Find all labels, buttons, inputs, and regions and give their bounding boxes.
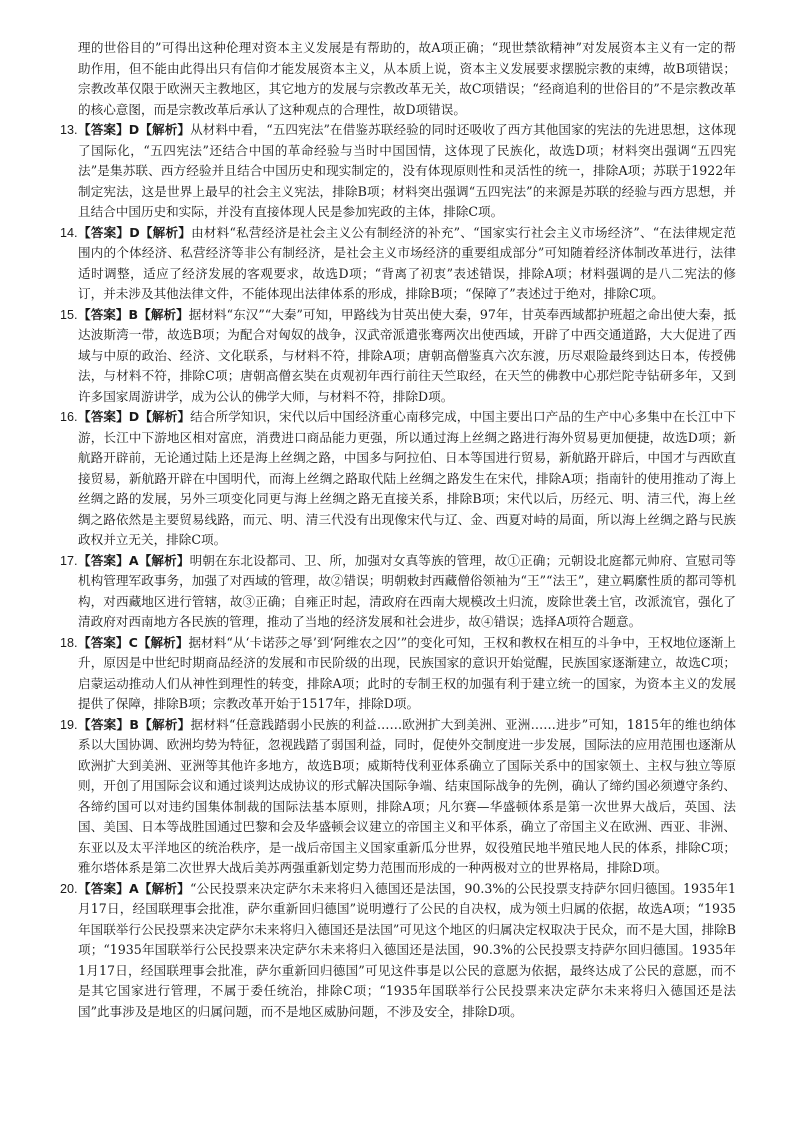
explanation-text: 据材料“从‘卡诺莎之辱’到‘阿维农之囚’”的变化可知，王权和教权在相互的斗争中，王权地位逐渐上升，原因是中世纪时期商品经济的发展和市民阶级的出现，民族国家的意识开始觉醒，民族国家逐渐建立，故选C项；启蒙运动推动人们从神性到理性的转变，排除A项；此时的专制王权的加强有利于建立统一的国家，为资本主义的发展提供了保障，排除B项；宗教改革开始于1517年，排除D项。	[78, 634, 737, 711]
answer-body	[78, 305, 736, 408]
question-number: 19.	[60, 717, 78, 732]
answer-list	[60, 120, 736, 1022]
explanation-label: 【解析】	[138, 716, 191, 732]
explanation-label: 【解析】	[139, 409, 191, 424]
answer-label: 【答案】B	[78, 306, 139, 322]
answer-label: 【答案】A	[78, 880, 139, 896]
question-number: 16.	[60, 410, 78, 424]
question-number: 13.	[60, 123, 78, 137]
explanation-label: 【解析】	[138, 306, 189, 322]
answer-item	[60, 305, 736, 408]
explanation-text: 据材料“东汉”“大秦”可知，甲路线为甘英出使大秦，97年，甘英奉西域都护班超之命出使大秦，抵达波斯湾一带，故选B项；为配合对匈奴的战争，汉武帝派遣张骞两次出使西域，开辟了中西交通道路，大大促进了西域与中原的政治、经济、文化联系，与材料不符，排除A项；唐朝高僧鉴真六次东渡，历尽艰险最终到达日本，传授佛法，与材料不符，排除C项；唐朝高僧玄奘在贞观初年西行前往天竺取经，在天竺的佛教中心那烂陀寺钻研多年，又到许多国家周游讲学，成为公认的佛学大师，与材料不符，排除D项。	[78, 306, 736, 404]
explanation-label: 【解析】	[137, 634, 189, 650]
question-number: 20.	[60, 881, 78, 896]
explanation-text: 由材料“私营经济是社会主义公有制经济的补充”、“国家实行社会主义市场经济”、“在法律规定范围内的个体经济、私营经济等非公有制经济，是社会主义市场经济的重要组成部分”可知随着经济体制改革进行，法律适时调整，适应了经济发展的客观要求，故选D项；“背离了初衷”表述错误，排除A项；材料强调的是八二宪法的修订，并未涉及其他法律文件，不能体现出法律体系的形成，排除B项；“保障了”表述过于绝对，排除C项。	[78, 224, 736, 301]
question-number: 17.	[60, 553, 78, 568]
answer-label: 【答案】A	[78, 552, 139, 568]
answer-label: 【答案】D	[78, 409, 140, 424]
question-number: 15.	[60, 307, 78, 322]
answer-body	[78, 879, 736, 1023]
explanation-label: 【解析】	[138, 880, 190, 896]
answer-label: 【答案】B	[78, 716, 139, 732]
answer-label: 【答案】D	[78, 224, 140, 240]
answer-item	[60, 551, 736, 633]
explanation-text: 据材料“任意践踏弱小民族的利益……欧洲扩大到美洲、亚洲……进步”可知，1815年的维也纳体系以大国协调、欧洲均势为特征，忽视践踏了弱国利益，同时，促使外交制度进一步发展，国际法的应用范围也逐渐从欧洲扩大到美洲、亚洲等其他许多地方，故选B项；威斯特伐利亚体系确立了国际关系中的国家领土、主权与独立等原则，开创了用国际会议和通过谈判达成协议的形式解决国际争端、结束国际战争的先例，确认了缔约国必须遵守条约、各缔约国可以对违约国集体制裁的国际法基本原则，排除A项；凡尔赛—华盛顿体系是第一次世界大战后，英国、法国、美国、日本等战胜国通过巴黎和会及华盛顿会议建立的帝国主义和平体系，确立了帝国主义在欧洲、西亚、非洲、东亚以及太平洋地区的统治秩序，是一战后帝国主义国家重新瓜分世界，奴役殖民地半殖民地人民的体系，排除C项；雅尔塔体系是第二次世界大战后美苏两强重新划定势力范围而形成的一种两极对立的世界格局，排除D项。	[78, 716, 736, 875]
answer-body	[78, 120, 736, 223]
question-number: 14.	[60, 225, 78, 240]
answer-item	[60, 223, 736, 305]
intro-paragraph: 理的世俗目的”可得出这种伦理对资本主义发展是有帮助的，故A项正确；“现世禁欲精神”对发展资本主义有一定的帮助作用，但不能由此得出只有信仰才能发展资本主义，从本质上说，资本主义发展要求摆脱宗教的束缚，故B项错误；宗教改革仅限于欧洲天主教地区，其它地方的发展与宗教改革无关，故C项错误；“经商追利的世俗目的”不是宗教改革的核心意图，而是宗教改革后承认了这种观点的合理性，故D项错误。	[78, 40, 736, 117]
answer-item	[60, 120, 736, 223]
answer-body	[78, 715, 736, 879]
answer-body	[78, 223, 736, 305]
explanation-text: “公民投票来决定萨尔未来将归入德国还是法国，90.3%的公民投票支持萨尔回归德国。1935年1月17日，经国联理事会批准，萨尔重新回归德国”说明遵行了公民的自决权，成为领土归属的依据，故选A项；“1935年国联举行公民投票来决定萨尔未来将归入德国还是法国”可见这个地区的归属决定权取决于民众，而不是大国，排除B项；“1935年国联举行公民投票来决定萨尔未来将归入德国还是法国，90.3%的公民投票支持萨尔回归德国。1935年1月17日，经国联理事会批准，萨尔重新回归德国”可见这件事是以公民的意愿为依据，最终达成了公民的意愿，而不是其它国家进行管理，不属于委任统治，排除C项；“1935年国联举行公民投票来决定萨尔未来将归入德国还是法国”此事涉及是地区的归属问题，而不是地区威胁问题，不涉及安全，排除D项。	[78, 880, 737, 1019]
answer-label: 【答案】D	[78, 122, 140, 137]
answer-label: 【答案】C	[78, 634, 138, 650]
explanation-text: 明朝在东北设都司、卫、所，加强对女真等族的管理，故①正确；元朝设北庭都元帅府、宣慰司等机构管理军政事务，加强了对西域的管理，故②错误；明朝敕封西藏僧俗领袖为“王”“法王”，建立羁縻性质的都司等机构，对西藏地区进行管辖，故③正确；自雍正时起，清政府在西南大规模改土归流，废除世袭土官，改派流官，强化了清政府对西南地方各民族的管理，推动了当地的经济发展和社会进步，故④错误；选择A项符合题意。	[78, 552, 737, 629]
answer-item	[60, 715, 736, 879]
answer-item	[60, 879, 736, 1023]
explanation-label: 【解析】	[138, 552, 190, 568]
explanation-label: 【解析】	[139, 224, 192, 240]
answer-body	[78, 407, 736, 551]
explanation-label: 【解析】	[139, 122, 191, 137]
answer-body	[78, 633, 736, 715]
answer-item	[60, 407, 736, 551]
explanation-text: 结合所学知识，宋代以后中国经济重心南移完成，中国主要出口产品的生产中心多集中在长江中下游，长江中下游地区相对富庶，消费进口商品能力更强，所以通过海上丝绸之路进行海外贸易更加便捷，故选D项；新航路开辟前，无论通过陆上还是海上丝绸之路，中国多与阿拉伯、日本等国进行贸易，新航路开辟后，中国才与西欧直接贸易，新航路开辟在中国明代，而海上丝绸之路取代陆上丝绸之路发生在宋代，排除A项；指南针的使用推动了海上丝绸之路的发展，另外三项变化同更与海上丝绸之路无直接关系，排除B项；宋代以后，历经元、明、清三代，海上丝绸之路依然是主要贸易线路，而元、明、清三代没有出现像宋代与辽、金、西夏对峙的局面，所以海上丝绸之路与民族政权并立无关，排除C项。	[78, 409, 736, 547]
question-number: 18.	[60, 635, 78, 650]
answer-body	[78, 551, 736, 633]
explanation-text: 从材料中看，“五四宪法”在借鉴苏联经验的同时还吸收了西方其他国家的宪法的先进思想，这体现了国际化，“五四宪法”还结合中国的革命经验与当时中国国情，这体现了民族化，故选D项；材料突出强调“五四宪法”是集苏联、西方经验并且结合中国历史和现实制定的，没有体现原则性和灵活性的统一，排除A项；苏联于1922年制定宪法，这是世界上最早的社会主义宪法，排除B项；材料突出强调“五四宪法”的来源是苏联的经验与西方思想，并且结合中国历史和实际，并没有直接体现人民是参加宪政的主体，排除C项。	[78, 122, 736, 219]
answer-item	[60, 633, 736, 715]
